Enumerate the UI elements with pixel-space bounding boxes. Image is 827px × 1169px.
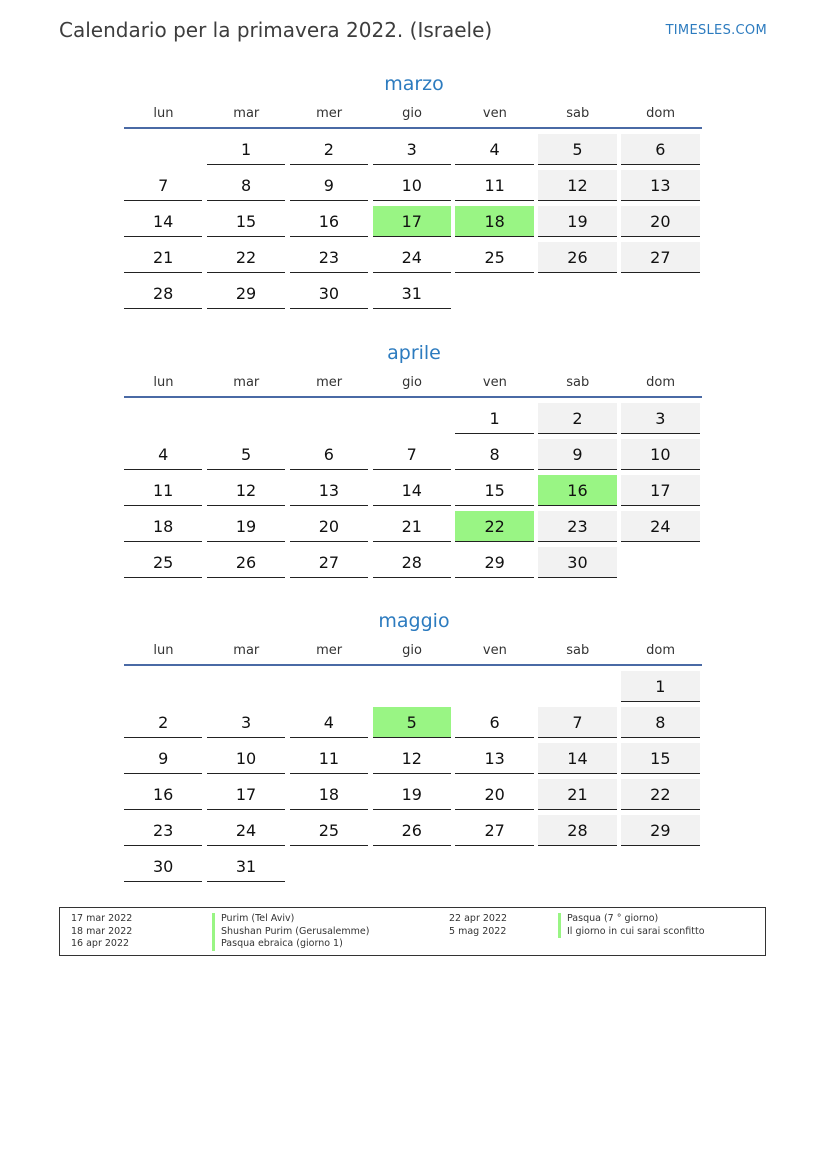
day-cell[interactable]: 3 [207,707,285,738]
day-cell[interactable]: 12 [207,475,285,506]
day-cell[interactable]: 18 [290,779,368,810]
day-cell[interactable]: 23 [290,242,368,273]
day-cell[interactable]: 21 [373,511,451,542]
weekday-label: sab [566,105,590,121]
day-cell[interactable]: 10 [207,743,285,774]
day-cell[interactable]: 10 [621,439,699,470]
day-cell[interactable]: 13 [290,475,368,506]
day-cell[interactable]: 13 [621,170,699,201]
weekday-label: mar [233,105,260,121]
empty-day-cell [455,278,533,308]
day-cell[interactable]: 25 [290,815,368,846]
day-cell[interactable]: 15 [455,475,533,506]
month-aprile [124,339,704,582]
empty-day-cell [455,851,533,881]
holiday-day-cell[interactable]: 18 [455,206,533,237]
day-cell[interactable]: 27 [455,815,533,846]
week-row [124,402,704,438]
day-cell[interactable]: 22 [621,779,699,810]
day-cell[interactable]: 28 [538,815,616,846]
day-cell[interactable]: 6 [290,439,368,470]
weekday-label: lun [153,105,174,121]
legend-holiday-name: Pasqua ebraica (giorno 1) [212,938,369,951]
legend-dates-left [71,913,132,951]
weekday-label: mer [316,374,343,390]
day-cell[interactable]: 29 [207,278,285,309]
day-cell[interactable]: 1 [621,671,699,702]
day-cell[interactable]: 20 [455,779,533,810]
day-cell[interactable]: 20 [290,511,368,542]
week-row [124,778,704,814]
weekday-label: ven [482,105,507,121]
empty-day-cell [207,671,285,701]
day-cell[interactable]: 8 [455,439,533,470]
weekday-header [124,367,704,397]
day-cell[interactable]: 8 [621,707,699,738]
legend-dates-right [449,913,507,938]
week-row [124,814,704,850]
day-cell[interactable]: 30 [290,278,368,309]
empty-day-cell [538,851,616,881]
day-cell[interactable]: 25 [124,547,202,578]
day-cell[interactable]: 1 [207,134,285,165]
day-cell[interactable]: 3 [621,403,699,434]
holiday-day-cell[interactable]: 5 [373,707,451,738]
empty-day-cell [373,403,451,433]
month-title: maggio [378,610,450,632]
holiday-legend [59,907,766,956]
legend-date: 16 apr 2022 [71,938,130,949]
legend-date: 5 mag 2022 [449,925,507,937]
day-cell[interactable]: 10 [373,170,451,201]
week-row [124,277,704,313]
weekday-label: lun [153,374,174,390]
day-cell[interactable]: 16 [290,206,368,237]
day-cell[interactable]: 28 [373,547,451,578]
day-cell[interactable]: 1 [455,403,533,434]
day-grid [124,670,704,886]
day-cell[interactable]: 20 [621,206,699,237]
day-cell[interactable]: 5 [207,439,285,470]
day-cell[interactable]: 18 [124,511,202,542]
day-cell[interactable]: 27 [621,242,699,273]
day-cell[interactable]: 21 [124,242,202,273]
empty-day-cell [621,547,699,577]
weekday-label: gio [402,642,422,658]
empty-day-cell [290,671,368,701]
day-cell[interactable]: 29 [455,547,533,578]
day-cell[interactable]: 14 [124,206,202,237]
month-title: marzo [384,73,444,95]
day-cell[interactable]: 17 [621,475,699,506]
weekday-label: mer [316,642,343,658]
weekday-label: sab [566,374,590,390]
weekday-label: gio [402,105,422,121]
day-cell[interactable]: 21 [538,779,616,810]
day-cell[interactable]: 22 [207,242,285,273]
week-row [124,474,704,510]
day-cell[interactable]: 12 [538,170,616,201]
day-cell[interactable]: 14 [538,743,616,774]
legend-holiday-name: Purim (Tel Aviv) [212,913,369,926]
weekday-label: ven [482,642,507,658]
day-cell[interactable]: 7 [124,170,202,201]
day-cell[interactable]: 26 [207,547,285,578]
day-cell[interactable]: 19 [538,206,616,237]
day-cell[interactable]: 15 [621,743,699,774]
weekday-label: mar [233,374,260,390]
week-row [124,169,704,205]
weekday-label: sab [566,642,590,658]
day-cell[interactable]: 12 [373,743,451,774]
day-cell[interactable]: 2 [124,707,202,738]
page-title: Calendario per la primavera 2022. (Israele) [59,18,493,42]
empty-day-cell [621,278,699,308]
day-cell[interactable]: 14 [373,475,451,506]
week-row [124,706,704,742]
day-cell[interactable]: 6 [455,707,533,738]
week-row [124,438,704,474]
legend-names-left [212,913,369,951]
day-cell[interactable]: 5 [538,134,616,165]
legend-date: 18 mar 2022 [71,925,133,937]
week-row [124,205,704,241]
day-cell[interactable]: 24 [621,511,699,542]
weekday-label: dom [646,642,676,658]
weekday-header [124,98,704,128]
month-divider [124,664,702,666]
day-cell[interactable]: 30 [124,851,202,882]
week-row [124,850,704,886]
day-cell[interactable]: 17 [207,779,285,810]
month-divider [124,396,702,398]
week-row [124,510,704,546]
week-row [124,133,704,169]
week-row [124,241,704,277]
holiday-day-cell[interactable]: 22 [455,511,533,542]
brand-logo[interactable]: TIMESLES.COM [665,23,767,38]
empty-day-cell [373,851,451,881]
day-cell[interactable]: 8 [207,170,285,201]
empty-day-cell [538,671,616,701]
weekday-label: dom [646,105,676,121]
empty-day-cell [290,851,368,881]
day-cell[interactable]: 28 [124,278,202,309]
legend-holiday-name: Pasqua (7 ° giorno) [558,913,705,926]
weekday-label: dom [646,374,676,390]
legend-date: 22 apr 2022 [449,913,508,924]
legend-holiday-name: Il giorno in cui sarai sconfitto [558,926,705,939]
day-cell[interactable]: 9 [124,743,202,774]
weekday-label: mer [316,105,343,121]
weekday-label: lun [153,642,174,658]
day-grid [124,133,704,313]
day-cell[interactable]: 6 [621,134,699,165]
day-cell[interactable]: 7 [538,707,616,738]
day-cell[interactable]: 24 [373,242,451,273]
empty-day-cell [290,403,368,433]
day-cell[interactable]: 9 [538,439,616,470]
day-cell[interactable]: 30 [538,547,616,578]
empty-day-cell [207,403,285,433]
day-cell[interactable]: 19 [207,511,285,542]
day-cell[interactable]: 31 [373,278,451,309]
month-maggio [124,607,704,886]
weekday-label: mar [233,642,260,658]
day-cell[interactable]: 27 [290,547,368,578]
legend-date: 17 mar 2022 [71,913,133,924]
day-cell[interactable]: 11 [290,743,368,774]
month-title: aprile [387,342,441,364]
month-marzo [124,70,704,313]
day-cell[interactable]: 24 [207,815,285,846]
day-cell[interactable]: 29 [621,815,699,846]
weekday-label: gio [402,374,422,390]
day-cell[interactable]: 3 [373,134,451,165]
day-cell[interactable]: 26 [373,815,451,846]
empty-day-cell [124,134,202,164]
week-row [124,742,704,778]
day-cell[interactable]: 31 [207,851,285,882]
day-cell[interactable]: 9 [290,170,368,201]
holiday-day-cell[interactable]: 17 [373,206,451,237]
month-divider [124,127,702,129]
empty-day-cell [373,671,451,701]
empty-day-cell [621,851,699,881]
week-row [124,670,704,706]
day-cell[interactable]: 4 [290,707,368,738]
weekday-header [124,635,704,665]
holiday-day-cell[interactable]: 16 [538,475,616,506]
day-grid [124,402,704,582]
empty-day-cell [455,671,533,701]
legend-holiday-name: Shushan Purim (Gerusalemme) [212,926,369,939]
day-cell[interactable]: 11 [124,475,202,506]
day-cell[interactable]: 13 [455,743,533,774]
week-row [124,546,704,582]
day-cell[interactable]: 4 [455,134,533,165]
day-cell[interactable]: 23 [538,511,616,542]
day-cell[interactable]: 26 [538,242,616,273]
weekday-label: ven [482,374,507,390]
day-cell[interactable]: 4 [124,439,202,470]
legend-names-right [558,913,705,938]
empty-day-cell [538,278,616,308]
day-cell[interactable]: 2 [538,403,616,434]
day-cell[interactable]: 2 [290,134,368,165]
empty-day-cell [124,403,202,433]
day-cell[interactable]: 7 [373,439,451,470]
day-cell[interactable]: 19 [373,779,451,810]
day-cell[interactable]: 16 [124,779,202,810]
day-cell[interactable]: 25 [455,242,533,273]
day-cell[interactable]: 23 [124,815,202,846]
day-cell[interactable]: 15 [207,206,285,237]
day-cell[interactable]: 11 [455,170,533,201]
empty-day-cell [124,671,202,701]
